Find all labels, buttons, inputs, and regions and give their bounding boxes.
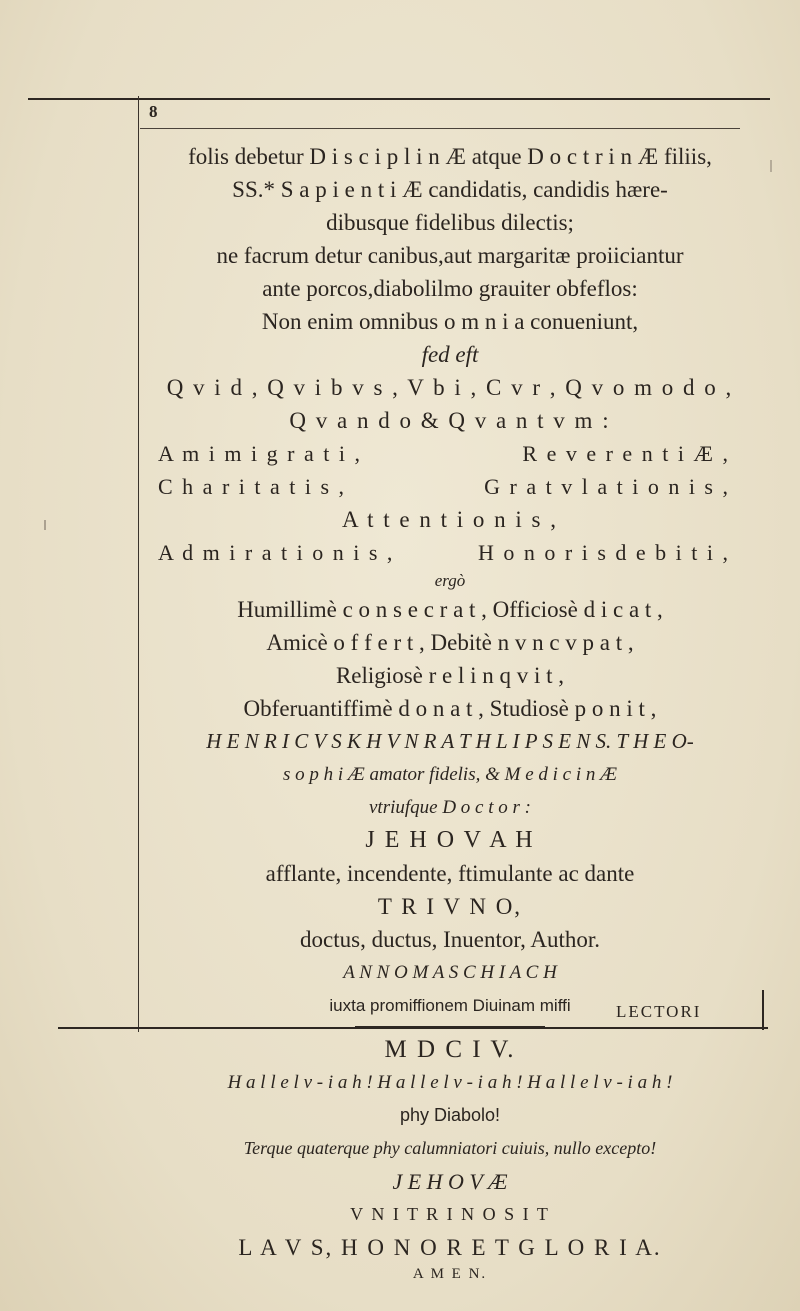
text-line: Q v i d , Q v i b v s , V b i , C v r , Q v o m o d o , (166, 375, 734, 400)
text-line: phy Diabolo! (399, 1105, 501, 1125)
text-line: Amicè o f f e r t , Debitè n v n c v p a t , (266, 630, 634, 655)
text-line: Religiosè r e l i n q v i t , (335, 663, 565, 688)
text-line: M D C I V. (384, 1036, 516, 1063)
text-line: dibusque fidelibus dilectis; (326, 210, 574, 235)
ink-bleed (44, 520, 46, 530)
text-line: V N I T R I N O S I T (350, 1204, 550, 1224)
text-line: J E H O V A H (365, 827, 535, 853)
text-cell: G r a t v l a t i o n i s , (484, 474, 730, 499)
text-line: A M E N. (412, 1266, 488, 1282)
text-line: vtriufque D o c t o r : (368, 797, 531, 818)
body-text (150, 140, 750, 1284)
text-line: Terque quaterque phy calumniatori cuiuis, nullo excepto! (243, 1138, 657, 1158)
text-row (150, 437, 750, 470)
text-line: L A V S, H O N O R E T G L O R I A. (238, 1235, 662, 1260)
text-line: Q v a n d o & Q v a n t v m : (289, 408, 611, 433)
catchword: LECTORI (616, 1002, 702, 1021)
text-cell: R e v e r e n t i Æ , (522, 441, 730, 466)
text-line: H a l l e l v - i a h ! H a l l e l v - i a h ! H a l l e l v - i a h ! (227, 1072, 673, 1093)
text-cell: H o n o r i s d e b i t i , (478, 540, 730, 565)
text-line: s o p h i Æ amator fidelis, & M e d i c i n Æ (282, 764, 618, 785)
text-line: SS.* S a p i e n t i Æ candidatis, candidis hære- (232, 177, 668, 202)
text-line: ante porcos,diabolilmo grauiter obfeflos: (262, 276, 638, 301)
text-line: A t t e n t i o n i s , (342, 507, 558, 532)
text-row (150, 470, 750, 503)
text-line: folis debetur D i s c i p l i n Æ atque D o c t r i n Æ filiis, (188, 144, 712, 169)
ink-bleed (770, 160, 772, 172)
text-line: afflante, incendente, ftimulante ac dante (265, 861, 635, 886)
top-rule (28, 98, 770, 100)
text-cell: C h a r i t a t i s , (158, 474, 347, 499)
text-row (150, 536, 750, 569)
text-cell: A d m i r a t i o n i s , (158, 540, 395, 565)
text-line: ne facrum detur canibus,aut margaritæ proiiciantur (216, 243, 684, 268)
text-line: ergò (434, 571, 466, 590)
text-line: Humillimè c o n s e c r a t , Officiosè d i c a t , (237, 597, 663, 622)
text-line: Non enim omnibus o m n i a conueniunt, (261, 309, 639, 334)
text-line: A N N O M A S C H I A C H (343, 962, 557, 983)
text-line: H E N R I C V S K H V N R A T H L I P S E N S. T H E O- (206, 729, 694, 753)
text-line: doctus, ductus, Inuentor, Author. (300, 927, 600, 952)
text-line: Obferuantiffimè d o n a t , Studiosè p o n i t , (243, 696, 657, 721)
margin-rule (138, 96, 139, 1032)
text-cell: A m i m i g r a t i , (158, 441, 362, 466)
page-number: 8 (149, 102, 158, 121)
text-line: fed eft (421, 342, 479, 367)
text-line: J E H O V Æ (392, 1169, 508, 1194)
header-rule (140, 128, 740, 129)
right-rule (762, 990, 764, 1030)
text-line: iuxta promiffionem Diuinam miffi (329, 996, 571, 1015)
text-line: T R I V N O, (377, 894, 523, 919)
bottom-rule (58, 1027, 768, 1029)
